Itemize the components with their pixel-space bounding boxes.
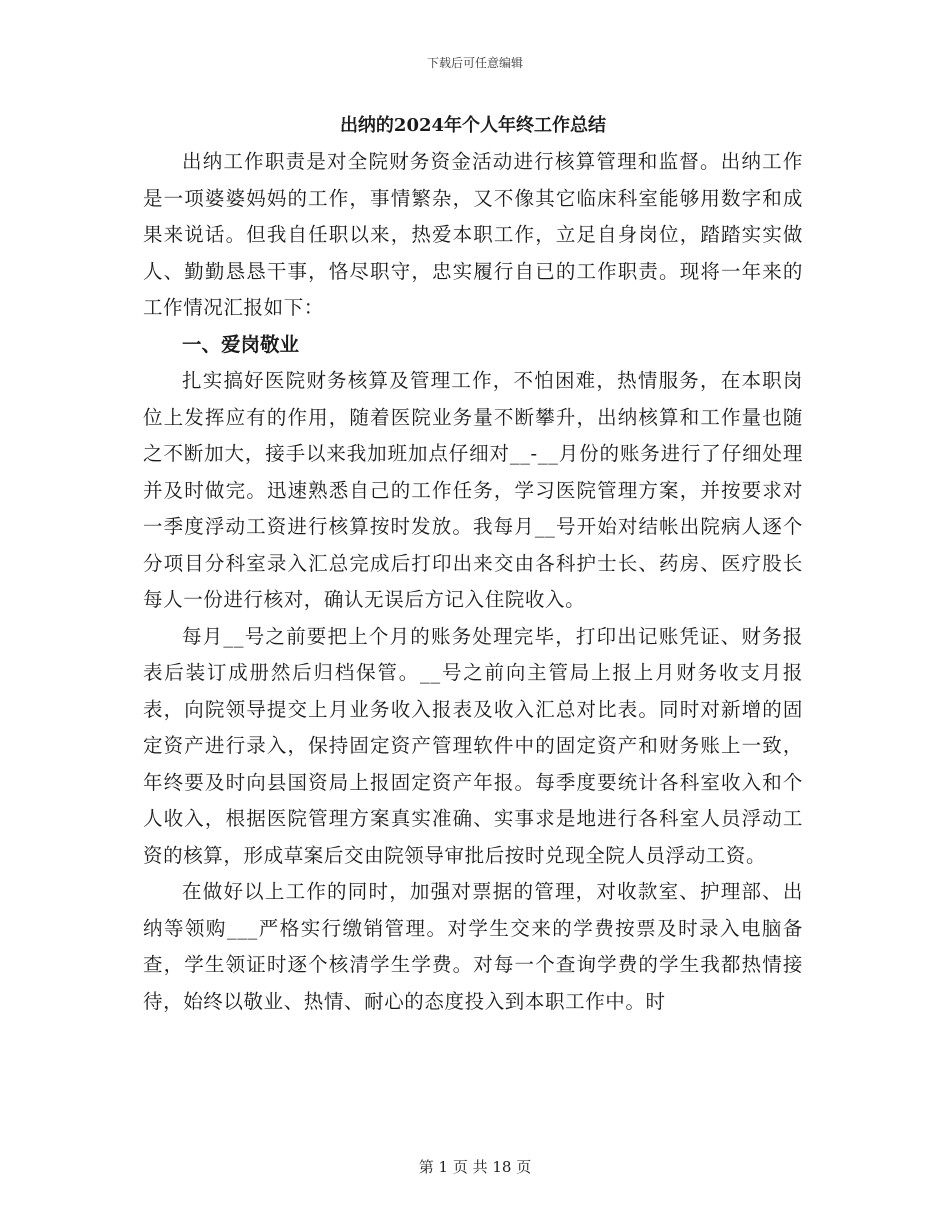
document-body — [143, 108, 803, 1020]
paragraph-monthly-reports: 每月__号之前要把上个月的账务处理完毕，打印出记账凭证、财务报表后装订成册然后归档保管。__号之前向主管局上报上月财务收支月报表，向院领导提交上月业务收入报表及收入汇总对比表。同时对新增的固定资产进行录入，保持固定资产管理软件中的固定资产和财务账上一致，年终要及时向县国资局上报固定资产年报。每季度要统计各科室收入和个人收入，根据医院管理方案真实准确、实事求是地进行各科室人员浮动工资的核算，形成草案后交由院领导审批后按时兑现全院人员浮动工资。 — [143, 624, 803, 867]
section-heading: 一、爱岗敬业 — [182, 332, 300, 356]
paragraph-receipts: 在做好以上工作的同时，加强对票据的管理，对收款室、护理部、出纳等领购___严格实行缴销管理。对学生交来的学费按票及时录入电脑备查，学生领证时逐个核清学生学费。对每一个查询学费的学生我都热情接待，始终以敬业、热情、耐心的态度投入到本职工作中。时 — [143, 880, 803, 1013]
page-header-note: 下载后可任意编辑 — [426, 56, 523, 70]
document-title: 出纳的2024年个人年终工作总结 — [339, 115, 607, 136]
paragraph-intro: 出纳工作职责是对全院财务资金活动进行核算管理和监督。出纳工作是一项婆婆妈妈的工作，事情繁杂，又不像其它临床科室能够用数字和成果来说话。但我自任职以来，热爱本职工作，立足自身岗位，踏踏实实做人、勤勤恳恳干事，恪尽职守，忠实履行自已的工作职责。现将一年来的工作情况汇报如下： — [143, 150, 803, 319]
paragraph-accounting: 扎实搞好医院财务核算及管理工作，不怕困难，热情服务，在本职岗位上发挥应有的作用，随着医院业务量不断攀升，出纳核算和工作量也随之不断加大，接手以来我加班加点仔细对__-__月份的账务进行了仔细处理并及时做完。迅速熟悉自己的工作任务，学习医院管理方案，并按要求对一季度浮动工资进行核算按时发放。我每月__号开始对结帐出院病人逐个分项目分科室录入汇总完成后打印出来交由各科护士长、药房、医疗股长每人一份进行核对，确认无误后方记入住院收入。 — [143, 369, 803, 611]
page-number: 第 1 页 共 18 页 — [418, 1158, 532, 1176]
